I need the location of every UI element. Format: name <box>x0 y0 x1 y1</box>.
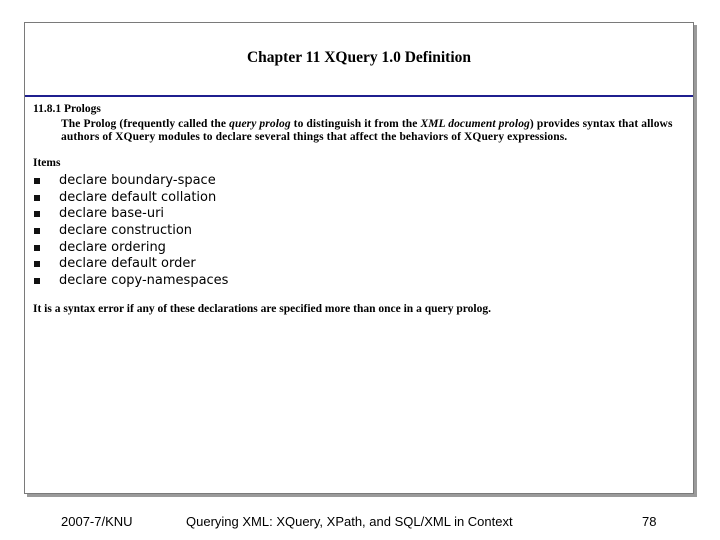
list-item <box>33 223 685 240</box>
list-item-label: declare construction <box>59 223 193 239</box>
list-item <box>33 273 685 290</box>
square-bullet-icon <box>34 228 40 234</box>
title-divider <box>25 95 693 97</box>
list-item-label: declare base-uri <box>59 206 165 222</box>
items-heading: Items <box>33 156 61 169</box>
square-bullet-icon <box>34 261 40 267</box>
section-body-text: to distinguish it from the <box>290 117 421 130</box>
section-body-text: ) provides syntax that allows authors of XQuery modules to declare several things that affect the behaviors of XQuery expressions. <box>61 117 673 143</box>
square-bullet-icon <box>34 278 40 284</box>
query-prolog-term: query prolog <box>229 117 291 130</box>
syntax-error-note: It is a syntax error if any of these declarations are specified more than once in a query prolog. <box>33 302 491 315</box>
slide-footer <box>0 514 720 534</box>
square-bullet-icon <box>34 245 40 251</box>
list-item-label: declare boundary-space <box>59 173 216 188</box>
xml-document-prolog-term: XML document prolog <box>420 117 530 130</box>
list-item <box>33 256 685 273</box>
slide-content <box>33 103 685 316</box>
list-item-label: declare copy-namespaces <box>59 273 229 289</box>
page-number: 78 <box>642 514 657 529</box>
list-item <box>33 173 685 190</box>
slide-panel <box>24 22 694 494</box>
list-item <box>33 240 685 257</box>
square-bullet-icon <box>34 178 40 184</box>
square-bullet-icon <box>34 195 40 201</box>
list-item-label: declare ordering <box>59 239 166 255</box>
list-item-label: declare default collation <box>59 189 217 205</box>
footer-course-title: Querying XML: XQuery, XPath, and SQL/XML in Context <box>186 514 513 529</box>
section-body-text: The Prolog (frequently called the <box>61 117 230 130</box>
list-item <box>33 190 685 207</box>
section-body <box>61 118 685 145</box>
footer-date: 2007-7/KNU <box>61 514 133 529</box>
section-heading: 11.8.1 Prologs <box>33 103 101 115</box>
slide-title: Chapter 11 XQuery 1.0 Definition <box>246 49 472 66</box>
list-item-label: declare default order <box>59 256 196 272</box>
square-bullet-icon <box>34 211 40 217</box>
declaration-list <box>33 173 685 290</box>
list-item <box>33 206 685 223</box>
